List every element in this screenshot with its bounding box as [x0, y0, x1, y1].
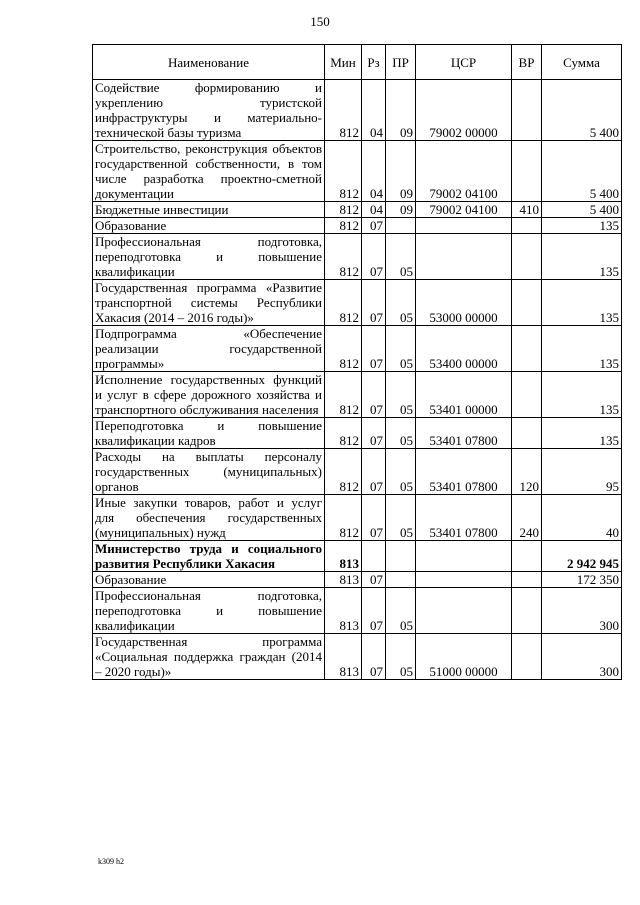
cell-min: 812 — [325, 218, 362, 234]
cell-pr: 05 — [386, 634, 416, 680]
cell-name: Профессиональная подготовка, переподготовка и повышение квалификации — [93, 588, 325, 634]
cell-name: Образование — [93, 218, 325, 234]
cell-pr: 09 — [386, 202, 416, 218]
table-row — [93, 326, 622, 372]
cell-pr: 05 — [386, 326, 416, 372]
cell-rz: 07 — [362, 634, 386, 680]
cell-rz: 07 — [362, 418, 386, 449]
cell-vr — [512, 234, 542, 280]
cell-csr: 53401 00000 — [416, 372, 512, 418]
cell-sum: 135 — [542, 326, 622, 372]
table-body — [93, 80, 622, 680]
cell-vr — [512, 634, 542, 680]
cell-sum: 5 400 — [542, 141, 622, 202]
cell-csr: 53401 07800 — [416, 495, 512, 541]
cell-csr: 53400 00000 — [416, 326, 512, 372]
cell-csr: 79002 04100 — [416, 141, 512, 202]
cell-name: Бюджетные инвестиции — [93, 202, 325, 218]
cell-pr — [386, 572, 416, 588]
cell-name: Содействие формированию и укреплению туристской инфраструктуры и материально-технической базы туризма — [93, 80, 325, 141]
table-row — [93, 234, 622, 280]
table-row — [93, 80, 622, 141]
cell-min: 812 — [325, 326, 362, 372]
cell-vr — [512, 372, 542, 418]
cell-sum: 135 — [542, 280, 622, 326]
header-min: Мин — [325, 45, 362, 80]
cell-sum: 2 942 945 — [542, 541, 622, 572]
cell-min: 812 — [325, 202, 362, 218]
cell-pr: 05 — [386, 372, 416, 418]
table-row — [93, 572, 622, 588]
cell-sum: 300 — [542, 634, 622, 680]
cell-vr — [512, 218, 542, 234]
cell-csr — [416, 234, 512, 280]
table-row — [93, 588, 622, 634]
cell-rz: 04 — [362, 141, 386, 202]
cell-name: Иные закупки товаров, работ и услуг для обеспечения государственных (муниципальных) нужд — [93, 495, 325, 541]
cell-vr — [512, 280, 542, 326]
cell-csr — [416, 218, 512, 234]
cell-rz — [362, 541, 386, 572]
cell-csr — [416, 572, 512, 588]
table-row — [93, 495, 622, 541]
cell-rz: 07 — [362, 234, 386, 280]
cell-rz: 07 — [362, 218, 386, 234]
cell-name: Министерство труда и социального развития Республики Хакасия — [93, 541, 325, 572]
cell-vr — [512, 588, 542, 634]
cell-rz: 07 — [362, 372, 386, 418]
cell-name: Подпрограмма «Обеспечение реализации государственной программы» — [93, 326, 325, 372]
cell-min: 812 — [325, 80, 362, 141]
cell-pr: 09 — [386, 141, 416, 202]
cell-sum: 5 400 — [542, 202, 622, 218]
cell-rz: 07 — [362, 572, 386, 588]
table-row — [93, 372, 622, 418]
header-row — [93, 45, 622, 80]
cell-name: Профессиональная подготовка, переподготовка и повышение квалификации — [93, 234, 325, 280]
cell-min: 813 — [325, 634, 362, 680]
cell-vr — [512, 141, 542, 202]
cell-sum: 135 — [542, 234, 622, 280]
cell-pr — [386, 541, 416, 572]
cell-csr: 79002 00000 — [416, 80, 512, 141]
cell-vr — [512, 418, 542, 449]
cell-pr: 09 — [386, 80, 416, 141]
cell-name: Расходы на выплаты персоналу государственных (муниципальных) органов — [93, 449, 325, 495]
cell-rz: 07 — [362, 495, 386, 541]
cell-pr — [386, 218, 416, 234]
header-vr: ВР — [512, 45, 542, 80]
cell-csr: 79002 04100 — [416, 202, 512, 218]
cell-csr: 53000 00000 — [416, 280, 512, 326]
table-row — [93, 141, 622, 202]
cell-min: 812 — [325, 280, 362, 326]
table-row — [93, 449, 622, 495]
cell-sum: 95 — [542, 449, 622, 495]
cell-sum: 135 — [542, 418, 622, 449]
header-pr: ПР — [386, 45, 416, 80]
cell-vr — [512, 541, 542, 572]
cell-csr — [416, 588, 512, 634]
cell-csr — [416, 541, 512, 572]
cell-name: Государственная программа «Социальная поддержка граждан (2014 – 2020 годы)» — [93, 634, 325, 680]
table-row — [93, 280, 622, 326]
header-name: Наименование — [93, 45, 325, 80]
cell-pr: 05 — [386, 418, 416, 449]
cell-pr: 05 — [386, 495, 416, 541]
table-row — [93, 218, 622, 234]
cell-vr: 410 — [512, 202, 542, 218]
cell-name: Государственная программа «Развитие транспортной системы Республики Хакасия (2014 – 2016 годы)» — [93, 280, 325, 326]
cell-sum: 40 — [542, 495, 622, 541]
cell-csr: 53401 07800 — [416, 418, 512, 449]
cell-sum: 300 — [542, 588, 622, 634]
cell-pr: 05 — [386, 588, 416, 634]
cell-name: Строительство, реконструкция объектов государственной собственности, в том числе разработка проектно-сметной документации — [93, 141, 325, 202]
cell-vr: 120 — [512, 449, 542, 495]
cell-min: 812 — [325, 372, 362, 418]
cell-min: 812 — [325, 449, 362, 495]
cell-pr: 05 — [386, 449, 416, 495]
cell-min: 813 — [325, 588, 362, 634]
budget-table — [92, 44, 622, 680]
cell-min: 812 — [325, 141, 362, 202]
header-rz: Рз — [362, 45, 386, 80]
cell-rz: 07 — [362, 449, 386, 495]
table-row — [93, 202, 622, 218]
cell-min: 812 — [325, 495, 362, 541]
table-row — [93, 418, 622, 449]
cell-sum: 135 — [542, 372, 622, 418]
cell-rz: 07 — [362, 588, 386, 634]
cell-sum: 5 400 — [542, 80, 622, 141]
cell-vr — [512, 572, 542, 588]
cell-name: Переподготовка и повышение квалификации кадров — [93, 418, 325, 449]
cell-vr — [512, 326, 542, 372]
cell-pr: 05 — [386, 280, 416, 326]
cell-rz: 07 — [362, 326, 386, 372]
cell-rz: 07 — [362, 280, 386, 326]
cell-name: Исполнение государственных функций и услуг в сфере дорожного хозяйства и транспортного обслуживания населения — [93, 372, 325, 418]
cell-min: 812 — [325, 234, 362, 280]
cell-csr: 53401 07800 — [416, 449, 512, 495]
header-sum: Сумма — [542, 45, 622, 80]
cell-name: Образование — [93, 572, 325, 588]
header-csr: ЦСР — [416, 45, 512, 80]
cell-vr — [512, 80, 542, 141]
cell-sum: 172 350 — [542, 572, 622, 588]
cell-min: 813 — [325, 572, 362, 588]
footer-code: k309 h2 — [98, 857, 124, 866]
cell-min: 813 — [325, 541, 362, 572]
page-number: 150 — [310, 14, 330, 29]
cell-vr: 240 — [512, 495, 542, 541]
cell-pr: 05 — [386, 234, 416, 280]
cell-min: 812 — [325, 418, 362, 449]
table-row — [93, 634, 622, 680]
cell-rz: 04 — [362, 80, 386, 141]
cell-sum: 135 — [542, 218, 622, 234]
cell-csr: 51000 00000 — [416, 634, 512, 680]
table-row — [93, 541, 622, 572]
cell-rz: 04 — [362, 202, 386, 218]
